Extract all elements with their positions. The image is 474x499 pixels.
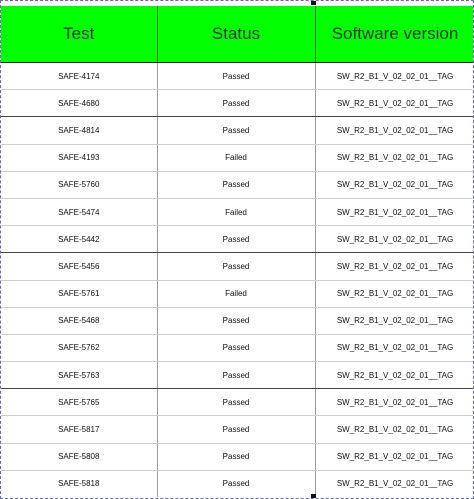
status-cell[interactable]: Passed bbox=[157, 416, 315, 443]
header-row bbox=[1, 6, 474, 63]
version-cell[interactable]: SW_R2_B1_V_02_02_01__TAG bbox=[315, 334, 474, 361]
status-cell[interactable]: Failed bbox=[157, 198, 315, 225]
version-cell[interactable]: SW_R2_B1_V_02_02_01__TAG bbox=[315, 144, 474, 171]
status-cell[interactable]: Passed bbox=[157, 90, 315, 117]
test-cell[interactable]: SAFE-5765 bbox=[1, 389, 157, 416]
test-cell[interactable]: SAFE-5762 bbox=[1, 334, 157, 361]
version-cell[interactable]: SW_R2_B1_V_02_02_01__TAG bbox=[315, 63, 474, 90]
status-cell[interactable]: Passed bbox=[157, 226, 315, 253]
version-cell[interactable]: SW_R2_B1_V_02_02_01__TAG bbox=[315, 253, 474, 280]
status-cell[interactable]: Passed bbox=[157, 117, 315, 144]
version-cell[interactable]: SW_R2_B1_V_02_02_01__TAG bbox=[315, 280, 474, 307]
test-cell[interactable]: SAFE-5474 bbox=[1, 198, 157, 225]
column-header-test[interactable]: Test bbox=[1, 6, 157, 63]
table-row bbox=[1, 90, 474, 117]
version-cell[interactable]: SW_R2_B1_V_02_02_01__TAG bbox=[315, 362, 474, 389]
status-cell[interactable]: Passed bbox=[157, 443, 315, 470]
column-header-software-version[interactable]: Software version bbox=[315, 6, 474, 63]
status-cell[interactable]: Passed bbox=[157, 171, 315, 198]
table-row bbox=[1, 280, 474, 307]
table-row bbox=[1, 144, 474, 171]
status-cell[interactable]: Passed bbox=[157, 362, 315, 389]
table-row bbox=[1, 416, 474, 443]
status-cell[interactable]: Passed bbox=[157, 389, 315, 416]
version-cell[interactable]: SW_R2_B1_V_02_02_01__TAG bbox=[315, 443, 474, 470]
version-cell[interactable]: SW_R2_B1_V_02_02_01__TAG bbox=[315, 198, 474, 225]
results-table bbox=[1, 6, 474, 497]
table-row bbox=[1, 171, 474, 198]
table-row bbox=[1, 63, 474, 90]
column-header-status[interactable]: Status bbox=[157, 6, 315, 63]
table-row bbox=[1, 117, 474, 144]
table-row bbox=[1, 362, 474, 389]
table-row bbox=[1, 307, 474, 334]
version-cell[interactable]: SW_R2_B1_V_02_02_01__TAG bbox=[315, 307, 474, 334]
table-row bbox=[1, 226, 474, 253]
test-cell[interactable]: SAFE-5763 bbox=[1, 362, 157, 389]
status-cell[interactable]: Passed bbox=[157, 470, 315, 497]
test-cell[interactable]: SAFE-5808 bbox=[1, 443, 157, 470]
status-cell[interactable]: Passed bbox=[157, 334, 315, 361]
test-cell[interactable]: SAFE-5818 bbox=[1, 470, 157, 497]
version-cell[interactable]: SW_R2_B1_V_02_02_01__TAG bbox=[315, 470, 474, 497]
test-cell[interactable]: SAFE-5761 bbox=[1, 280, 157, 307]
status-cell[interactable]: Passed bbox=[157, 307, 315, 334]
test-cell[interactable]: SAFE-4814 bbox=[1, 117, 157, 144]
table-row bbox=[1, 443, 474, 470]
version-cell[interactable]: SW_R2_B1_V_02_02_01__TAG bbox=[315, 226, 474, 253]
table-row bbox=[1, 389, 474, 416]
table-row bbox=[1, 198, 474, 225]
table-row bbox=[1, 470, 474, 497]
status-cell[interactable]: Failed bbox=[157, 280, 315, 307]
test-cell[interactable]: SAFE-5468 bbox=[1, 307, 157, 334]
table-row bbox=[1, 334, 474, 361]
test-cell[interactable]: SAFE-5442 bbox=[1, 226, 157, 253]
test-cell[interactable]: SAFE-4174 bbox=[1, 63, 157, 90]
test-cell[interactable]: SAFE-5817 bbox=[1, 416, 157, 443]
table-row bbox=[1, 253, 474, 280]
test-cell[interactable]: SAFE-5456 bbox=[1, 253, 157, 280]
status-cell[interactable]: Failed bbox=[157, 144, 315, 171]
resize-handle-top[interactable] bbox=[311, 0, 316, 5]
version-cell[interactable]: SW_R2_B1_V_02_02_01__TAG bbox=[315, 171, 474, 198]
version-cell[interactable]: SW_R2_B1_V_02_02_01__TAG bbox=[315, 416, 474, 443]
version-cell[interactable]: SW_R2_B1_V_02_02_01__TAG bbox=[315, 389, 474, 416]
status-cell[interactable]: Passed bbox=[157, 253, 315, 280]
test-cell[interactable]: SAFE-4193 bbox=[1, 144, 157, 171]
test-cell[interactable]: SAFE-4680 bbox=[1, 90, 157, 117]
resize-handle-bottom[interactable] bbox=[311, 494, 316, 499]
version-cell[interactable]: SW_R2_B1_V_02_02_01__TAG bbox=[315, 117, 474, 144]
test-cell[interactable]: SAFE-5760 bbox=[1, 171, 157, 198]
status-cell[interactable]: Passed bbox=[157, 63, 315, 90]
version-cell[interactable]: SW_R2_B1_V_02_02_01__TAG bbox=[315, 90, 474, 117]
